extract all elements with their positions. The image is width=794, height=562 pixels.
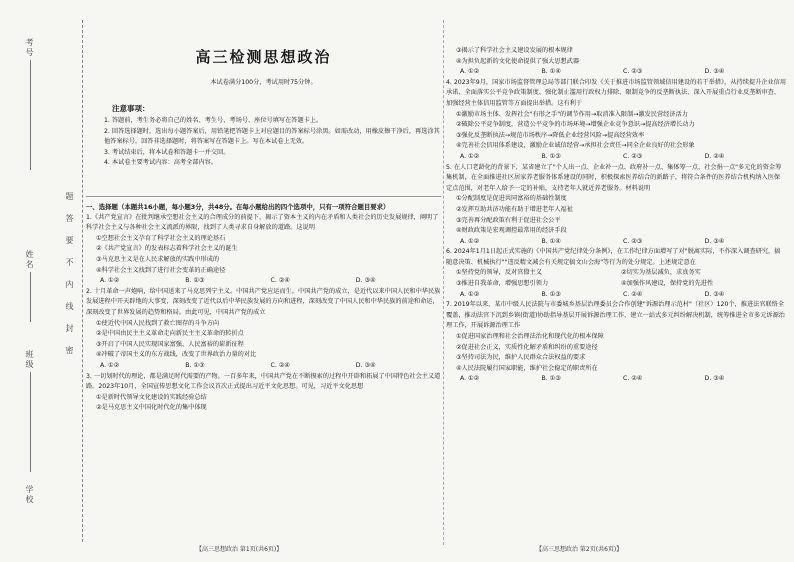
- question-item: ③揭示了科学社会主义建设发展的根本规律: [456, 47, 573, 54]
- section-heading: 一、选择题（本题共16小题，每小题3分，共48分。在每小题给出的四个选项中，只有一项符合题目要求）: [86, 203, 390, 211]
- seal-char: 密: [65, 346, 74, 368]
- banji-line: [30, 372, 31, 472]
- page-footer: 【高三思想政治 第1页(共6页)】: [196, 546, 283, 553]
- seal-margin: [20, 0, 82, 562]
- page-2: [446, 0, 786, 562]
- question-item: ①促进国家治理和社会治理法治化和现代化的根本保障: [456, 333, 604, 341]
- note-item: 3. 考试结束后，将本试卷和答题卡一并交回。: [104, 148, 230, 156]
- question-4: [446, 78, 786, 163]
- question-item: ④完善社会信用体系建设，激励企业诚信经营→承担社会责任→同全企业良好的社会形象: [456, 142, 695, 150]
- question-item: ①激励市场主体、发挥社会"有形之手"的调节作用→取消准入限制→激发民营经济活力: [456, 110, 688, 118]
- kaohao-line: [30, 60, 31, 170]
- question-stem: 6. 2024年1月1日起正式实施的《中国共产党纪律处分条例》，在工作纪律方面增写了对"脱离实际，不作深入调查研究，搞随意决策、机械执行""违反精文减会有关规定搞文山会海"等行为的处分规定。上述规定意在: [446, 248, 781, 266]
- notes-heading: 注意事项：: [112, 104, 150, 113]
- question-stem: 2. 十月革命一声炮响，给中国送来了马克思列宁主义。中国共产党应运而生。中国共产党的成立，是近代以来中国人民和中华民族发展进程中开天辟地的大事变，深刻改变了近代以后中华民族发展的方向和进程，深刻改变了中国人民和中华民族的前途和命运，深刻改变了世界发展的趋势和格局。由此可见，中国共产党的成立: [86, 287, 441, 316]
- question-item: ②是中国由民主主义革命走向新民主主义革命的转折点: [96, 330, 244, 338]
- page-1: [86, 0, 441, 562]
- option-c: C. ②③: [623, 152, 643, 160]
- option-c: C. ②④: [623, 375, 643, 383]
- question-item: ①使近代中国人民找到了救亡图存的斗争方向: [96, 319, 220, 327]
- option-d: D. ②④: [704, 152, 725, 160]
- seal-char: 线: [65, 302, 74, 324]
- question-item: ①空想社会主义孕育了科学社会主义的理论基石: [96, 234, 226, 242]
- question-stem: 5. 在人口老龄化的背景下，某省建立了"个人出一点、企业补一点、政府补一点、集体筹一点、社会捐一点"多元化的资金筹集机制，在全面推进社区居家养老服务体系建设的同时，积极探索医养结合的新路子，将符合条件的医养结合机构纳入医保定点范围，对老年人给予一定的补贴，支持老年人就近养老服务。材料说明: [446, 163, 782, 192]
- option-c: C. ②④: [270, 277, 290, 285]
- option-c: C. ②③: [623, 68, 643, 76]
- option-b: B. ①③: [185, 277, 205, 285]
- page-subtitle: 本试卷满分100分，考试用时75分钟。: [210, 79, 317, 86]
- question-item: ④加强作风建设，保持党的先进性: [621, 280, 714, 288]
- question-item: ②切实为基层减负，求真务实: [621, 269, 701, 277]
- option-d: D. ③④: [704, 375, 725, 383]
- answer-options: [446, 237, 786, 248]
- answer-options: [446, 152, 786, 163]
- question-stem: 1.《共产党宣言》在批判继承空想社会主义的合理成分的前提下，揭示了资本主义的内在矛盾和人类社会的历史发展规律，阐明了科学社会主义与各种社会主义流派的界限，找到了人类寻求自身解放的道路。这说明: [86, 213, 439, 232]
- page-title: 高三检测思想政治: [195, 48, 332, 66]
- answer-options: [86, 276, 441, 287]
- option-a: A. ①②: [460, 237, 480, 245]
- question-item: ①坚持党的领导，反对官僚主义: [456, 269, 542, 277]
- xingming-label: 姓名: [25, 250, 34, 270]
- answer-options: [446, 67, 786, 78]
- note-item: 1. 答题前，考生务必将自己的姓名、考生号、考场号、座位号填写在答题卡上。: [104, 117, 323, 124]
- seal-char: 内: [65, 280, 74, 302]
- question-1: [86, 213, 441, 287]
- option-c: C. ②④: [270, 361, 290, 369]
- option-b: B. ①④: [541, 68, 561, 76]
- kaohao-label: 考号: [25, 38, 34, 58]
- banji-label: 班级: [25, 350, 34, 370]
- question-item: ③马克思主义是在人民求解放的实践中形成的: [96, 255, 220, 263]
- question-item: ④科学社会主义找到了进行社会变革的正确途径: [96, 266, 226, 274]
- note-item: 4. 本试卷主要考试内容：高考全部内容。: [104, 159, 218, 167]
- question-item: ②发挥互助共济功能有助于增进老年人福祉: [456, 205, 573, 213]
- notes-list: [86, 116, 441, 169]
- option-d: D. ③④: [355, 277, 376, 285]
- question-item: ④人民法院履行国家职能，维护社会稳定的职责所在: [456, 364, 598, 372]
- option-d: D. ③④: [704, 68, 725, 76]
- question-2: [86, 287, 441, 372]
- option-c: C. ②③: [623, 237, 643, 245]
- option-a: A. ①②: [100, 277, 120, 285]
- question-item: ④财政政策是宏观调控最常用的经济手段: [456, 227, 567, 235]
- answer-options: [446, 290, 786, 301]
- option-d: D. ③④: [704, 290, 725, 298]
- seal-text: [64, 192, 75, 368]
- question-6: [446, 247, 786, 300]
- question-7: [446, 300, 786, 385]
- section-one: [86, 202, 441, 414]
- option-a: A. ①②: [460, 290, 480, 298]
- seal-char: 要: [65, 236, 74, 258]
- option-a: A. ①②: [460, 68, 480, 76]
- question-stem: 3. 一切划时代的理论，都是满足时代需要的产物。一百多年来，中国共产党在不断摸索的过程中开辟和拓展了中国特色社会主义道路。2023年10月，全国宣传思想文化工作会议首次正式提出习近平文化思想。可见，习近平文化思想: [86, 372, 441, 391]
- question-item: ②破除公平竞争制度，营造公平竞争的市场环境→增强企业竞争意识→提高经济增长动力: [456, 121, 695, 129]
- question-item-row: [446, 268, 786, 279]
- option-c: C. ②④: [623, 290, 643, 298]
- question-3: [86, 372, 441, 414]
- xuexiao-label: 学校: [25, 485, 34, 505]
- option-a: A. ①②: [100, 361, 120, 369]
- question-item: ①分配制度是促进共同富裕的基础性制度: [456, 195, 567, 203]
- question-item: ③开启了中国人民实现国家富强、人民富裕的崭新征程: [96, 340, 244, 348]
- seal-char: 题: [65, 192, 74, 214]
- option-b: B. ①③: [185, 361, 205, 369]
- option-b: B. ①④: [541, 237, 561, 245]
- option-a: A. ①②: [460, 375, 480, 383]
- xingming-line: [30, 272, 31, 322]
- question-item: ③推进自我革命，增强思想引领力: [456, 280, 549, 288]
- question-item: ③强化反垄断执法→规范市场秩序→降低企业经营风险→提高经营效率: [456, 131, 645, 139]
- question-stem: 7. 2019年以来，某市中级人民法院与市委城乡基层治理委员会合作创建"诉源治理示范村"（社区）120个，推进法官联络全覆盖，推动法官下沉到乡镇(街道)协助指导基层开展诉源治理工作，建立一站式多元纠纷解决机制，统筹推进全市多元诉源治理工作，开展诉源治理工作: [446, 301, 785, 330]
- question-item: ③完善再分配政策有利于促进社会公平: [456, 216, 561, 224]
- page-footer: 【高三思想政治 第2页(共6页)】: [536, 546, 623, 553]
- question-item: ③坚持司法为民，维护人民群众合法权益的要求: [456, 354, 586, 362]
- option-b: B. ①③: [541, 290, 561, 298]
- question-stem: 4. 2023年9月，国家市场监督管理总局等部门联合印发《关于推进市场监管领域信用建设的若干举措》，从持续提升企业信用承诺、全面落实公平竞争政策制度、强化制止滥用行政权力排除、限制竞争的反垄断执法、深入开展重点行业反垄断审查、加强经营主体信用监管等方面提出举措。这有利于: [446, 78, 787, 107]
- seal-dashed-line: [82, 20, 83, 542]
- page-divider: [443, 20, 444, 545]
- option-a: A. ①②: [460, 152, 480, 160]
- option-d: D. ③④: [704, 237, 725, 245]
- question-item: ②是马克思主义中国化时代化的集中体现: [96, 404, 207, 412]
- question-5: [446, 163, 786, 248]
- question-item: ④冲破了帝国主义的东方战线，改变了世界政治力量的对比: [96, 351, 257, 359]
- option-d: D. ③④: [355, 361, 376, 369]
- seal-char: 不: [65, 258, 74, 280]
- question-item: ①是新时代领导文化建设的实践经验总结: [96, 393, 207, 401]
- question-item: ②促进社会正义，实质性化解矛盾和纠纷的重要途径: [456, 343, 598, 351]
- option-b: B. ①③: [541, 152, 561, 160]
- answer-options: [446, 374, 786, 385]
- divider: [86, 196, 441, 197]
- question-3-continued: [446, 46, 786, 385]
- answer-options: [86, 361, 441, 372]
- seal-char: 答: [65, 214, 74, 236]
- question-item-row: [446, 279, 786, 290]
- question-item: ②《共产党宣言》的发表标志着科学社会主义的诞生: [96, 245, 238, 253]
- seal-char: 封: [65, 324, 74, 346]
- question-item: ④为担负起新的文化使命提供了强大思想武器: [456, 57, 580, 65]
- note-item: 2. 回答选择题时，选出每小题答案后，用铅笔把答题卡上对应题目的答案标号涂黑。如需改动，用橡皮擦干净后，再选涂其他答案标号。回答非选择题时，将答案写在答题卡上。写在本试卷上无效。: [104, 127, 440, 146]
- option-b: B. ①③: [541, 375, 561, 383]
